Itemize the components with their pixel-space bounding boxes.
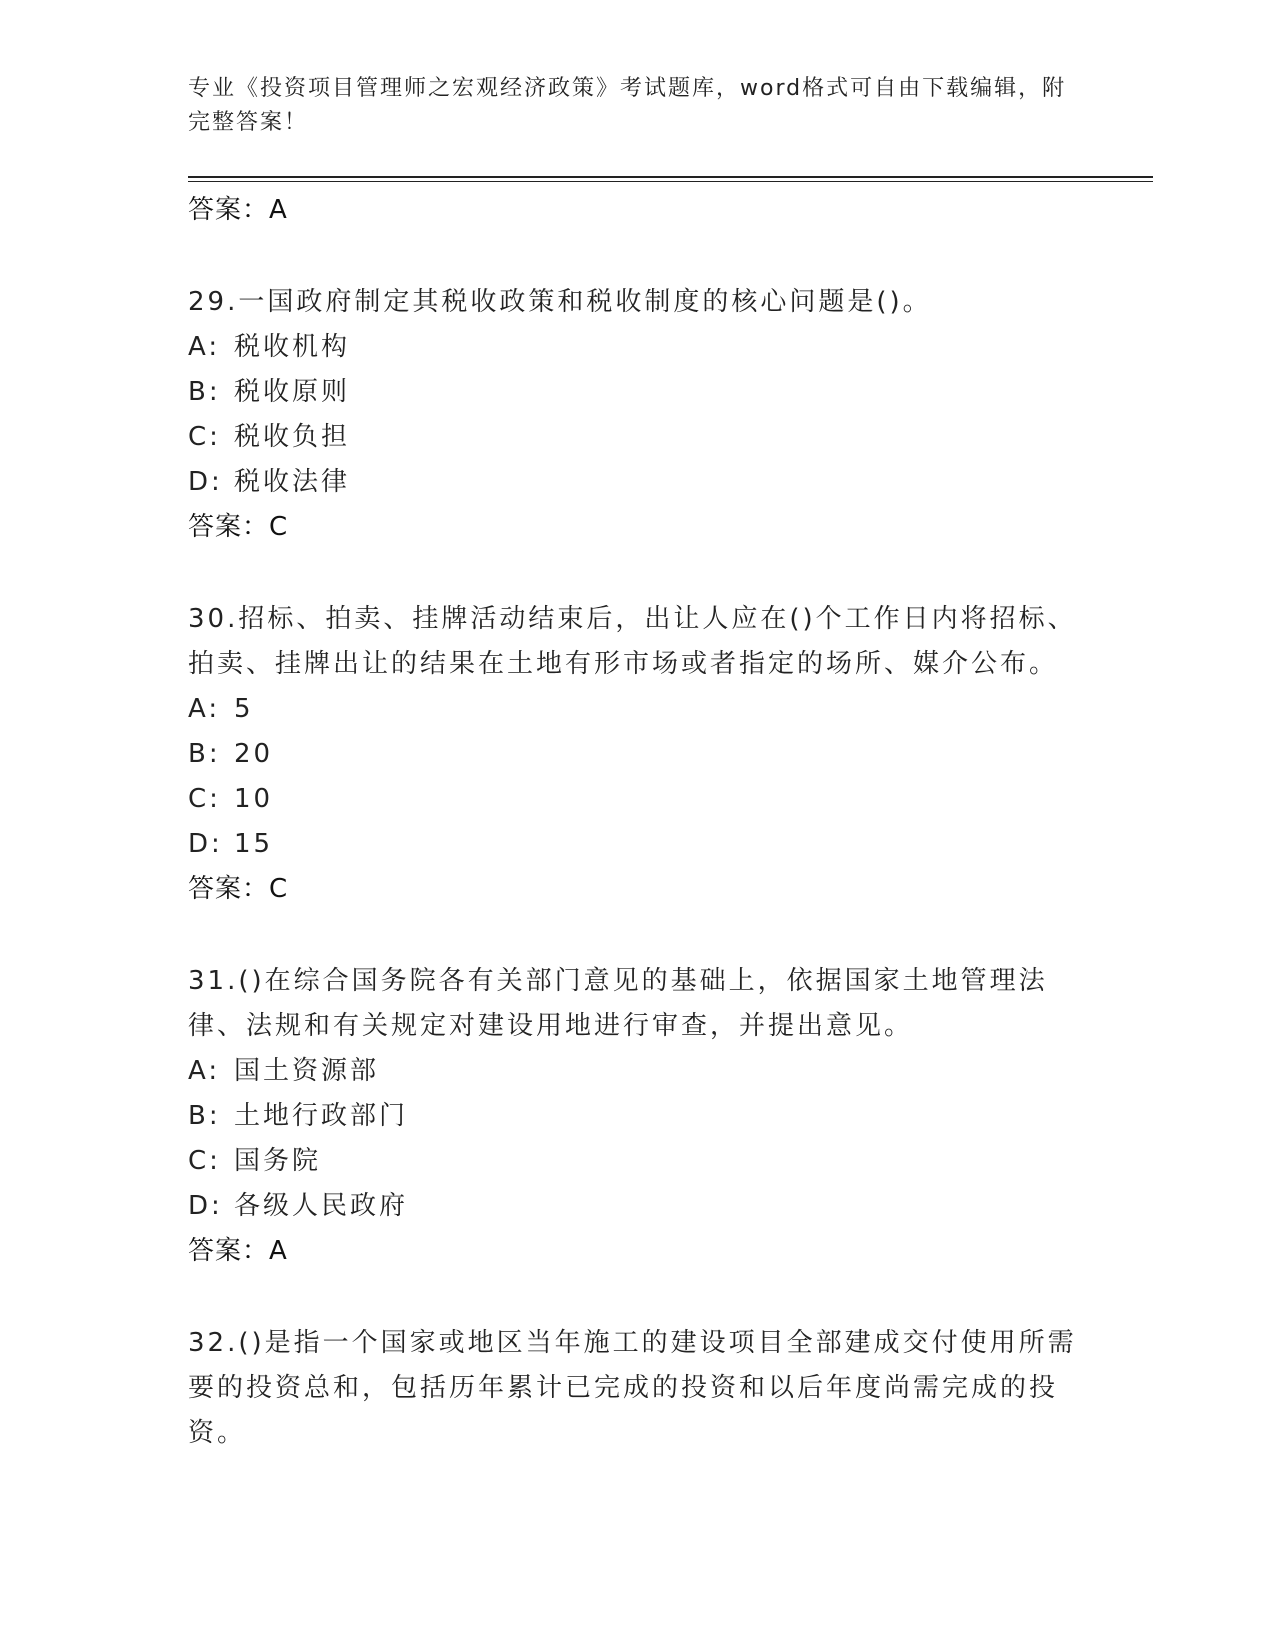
option-d (188, 460, 1088, 505)
option-letter: D: (188, 467, 223, 497)
answer: 答案：C (188, 874, 289, 904)
option-letter: B: (188, 377, 221, 407)
option-text: 税收机构 (234, 332, 351, 362)
header-divider-thin (188, 181, 1153, 182)
document-header: 专业《投资项目管理师之宏观经济政策》考试题库，word格式可自由下载编辑，附完整答案！ (188, 76, 1067, 135)
option-c (188, 415, 1088, 460)
option-d (188, 1184, 1088, 1229)
option-a (188, 687, 1088, 732)
question-30 (188, 597, 1088, 913)
question-text: 31.()在综合国务院各有关部门意见的基础上，依据国家土地管理法律、法规和有关规定对建设用地进行审查，并提出意见。 (188, 966, 1048, 1041)
option-a (188, 1049, 1088, 1094)
option-letter: A: (188, 332, 221, 362)
question-29 (188, 280, 1088, 551)
option-letter: D: (188, 1191, 223, 1221)
option-text: 国土资源部 (234, 1056, 380, 1086)
option-text: 土地行政部门 (234, 1101, 409, 1131)
option-d (188, 822, 1088, 867)
header-divider (188, 176, 1153, 178)
option-letter: A: (188, 694, 221, 724)
question-text: 32.()是指一个国家或地区当年施工的建设项目全部建成交付使用所需要的投资总和，包括历年累计已完成的投资和以后年度尚需完成的投资。 (188, 1328, 1077, 1448)
question-32 (188, 1321, 1088, 1456)
option-text: 10 (234, 784, 274, 814)
option-text: 各级人民政府 (234, 1191, 409, 1221)
option-c (188, 1139, 1088, 1184)
option-text: 税收原则 (234, 377, 351, 407)
question-list (188, 188, 1088, 1456)
answer: 答案：A (188, 1236, 288, 1266)
option-text: 税收负担 (234, 422, 351, 452)
option-text: 5 (234, 694, 254, 724)
option-text: 15 (234, 829, 274, 859)
option-letter: C: (188, 784, 221, 814)
option-letter: D: (188, 829, 223, 859)
answer: 答案：C (188, 512, 289, 542)
option-b (188, 370, 1088, 415)
option-letter: C: (188, 1146, 221, 1176)
option-text: 国务院 (234, 1146, 322, 1176)
question-text: 30.招标、拍卖、挂牌活动结束后，出让人应在()个工作日内将招标、拍卖、挂牌出让的结果在土地有形市场或者指定的场所、媒介公布。 (188, 604, 1077, 679)
question-text: 29.一国政府制定其税收政策和税收制度的核心问题是()。 (188, 287, 932, 317)
option-b (188, 1094, 1088, 1139)
option-b (188, 732, 1088, 777)
option-letter: A: (188, 1056, 221, 1086)
option-c (188, 777, 1088, 822)
option-text: 20 (234, 739, 274, 769)
option-text: 税收法律 (234, 467, 351, 497)
option-letter: B: (188, 1101, 221, 1131)
answer-previous: 答案：A (188, 195, 288, 225)
question-31 (188, 959, 1088, 1275)
option-letter: C: (188, 422, 221, 452)
option-letter: B: (188, 739, 221, 769)
option-a (188, 325, 1088, 370)
